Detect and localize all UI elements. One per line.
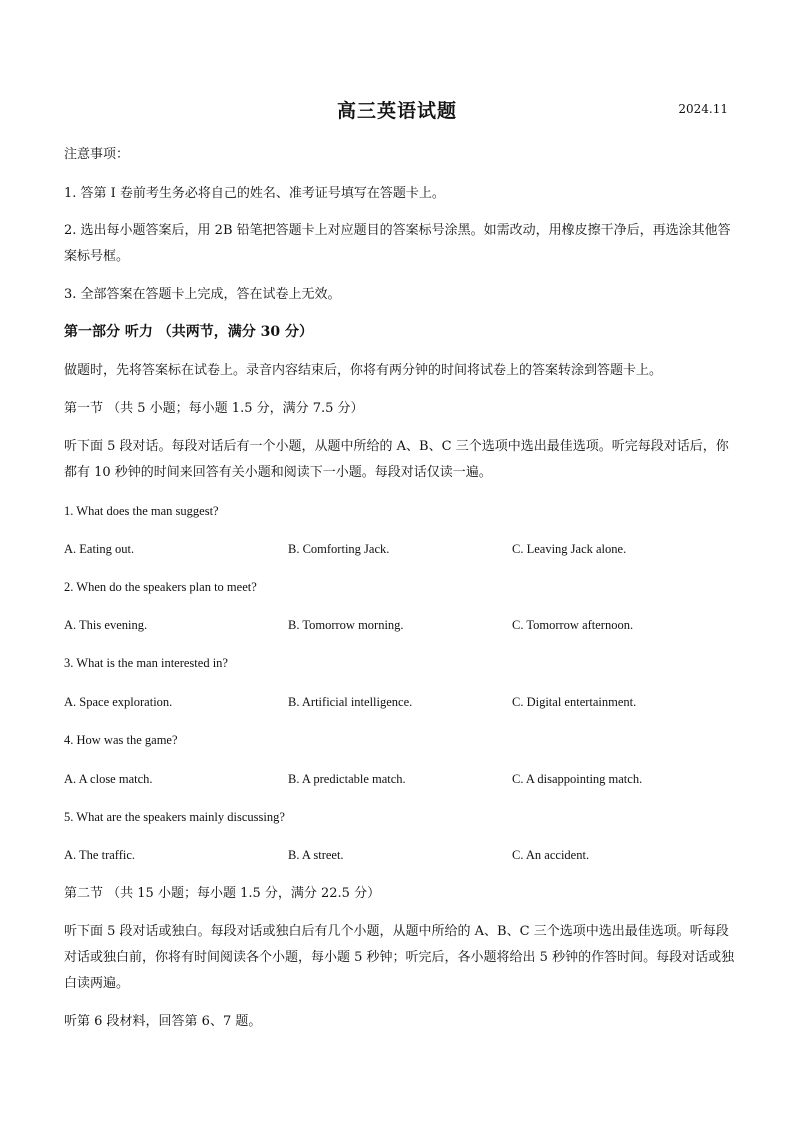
option-c: C. Leaving Jack alone. bbox=[512, 542, 627, 556]
option-b: B. A street. bbox=[288, 848, 344, 862]
question-options-1 bbox=[64, 539, 754, 559]
notice-item-1: 1. 答第 I 卷前考生务必将自己的姓名、准考证号填写在答题卡上。 bbox=[64, 186, 445, 201]
option-b: B. A predictable match. bbox=[288, 772, 406, 786]
page-title: 高三英语试题 bbox=[336, 100, 457, 122]
option-b: B. Comforting Jack. bbox=[288, 542, 390, 556]
section2-instruction: 听下面 5 段对话或独白。每段对话或独白后有几个小题，从题中所给的 A、B、C 三个选项中选出最佳选项。听每段对话或独白前，你将有时间阅读各个小题，每小题 5 秒钟；听完后，各小题将给出 5 秒钟的作答时间。每段对话或独白读两遍。 bbox=[64, 924, 735, 991]
question-stem-2: 2. When do the speakers plan to meet? bbox=[64, 580, 257, 594]
option-b: B. Tomorrow morning. bbox=[288, 618, 404, 632]
section2-heading: 第二节 （共 15 小题；每小题 1.5 分，满分 22.5 分） bbox=[64, 886, 381, 901]
notice-heading: 注意事项： bbox=[64, 147, 130, 162]
section1-heading: 第一节 （共 5 小题；每小题 1.5 分，满分 7.5 分） bbox=[64, 401, 364, 416]
question-stem-1: 1. What does the man suggest? bbox=[64, 504, 219, 518]
question-options-3 bbox=[64, 692, 754, 712]
notice-item-2: 2. 选出每小题答案后，用 2B 铅笔把答题卡上对应题目的答案标号涂黑。如需改动，用橡皮擦干净后，再选涂其他答案标号框。 bbox=[64, 223, 731, 264]
question-options-2 bbox=[64, 615, 754, 635]
question-options-4 bbox=[64, 769, 754, 789]
option-c: C. Digital entertainment. bbox=[512, 695, 637, 709]
option-a: A. Eating out. bbox=[64, 542, 135, 556]
question-stem-5: 5. What are the speakers mainly discussing? bbox=[64, 810, 285, 824]
question-stem-3: 3. What is the man interested in? bbox=[64, 656, 228, 670]
part1-heading: 第一部分 听力 （共两节，满分 30 分） bbox=[64, 324, 313, 340]
part1-instruction: 做题时，先将答案标在试卷上。录音内容结束后，你将有两分钟的时间将试卷上的答案转涂到答题卡上。 bbox=[64, 363, 663, 378]
option-b: B. Artificial intelligence. bbox=[288, 695, 413, 709]
option-a: A. This evening. bbox=[64, 618, 148, 632]
option-c: C. An accident. bbox=[512, 848, 590, 862]
section1-instruction: 听下面 5 段对话。每段对话后有一个小题，从题中所给的 A、B、C 三个选项中选出最佳选项。听完每段对话后，你都有 10 秒钟的时间来回答有关小题和阅读下一小题。每段对话仅读一遍。 bbox=[64, 439, 729, 480]
material-6-prompt: 听第 6 段材料，回答第 6、7 题。 bbox=[64, 1014, 262, 1029]
option-c: C. A disappointing match. bbox=[512, 772, 643, 786]
exam-date: 2024.11 bbox=[678, 102, 728, 116]
option-a: A. The traffic. bbox=[64, 848, 136, 862]
option-a: A. Space exploration. bbox=[64, 695, 173, 709]
question-options-5 bbox=[64, 845, 754, 865]
notice-item-3: 3. 全部答案在答题卡上完成，答在试卷上无效。 bbox=[64, 287, 341, 302]
option-c: C. Tomorrow afternoon. bbox=[512, 618, 634, 632]
question-stem-4: 4. How was the game? bbox=[64, 733, 178, 747]
option-a: A. A close match. bbox=[64, 772, 153, 786]
